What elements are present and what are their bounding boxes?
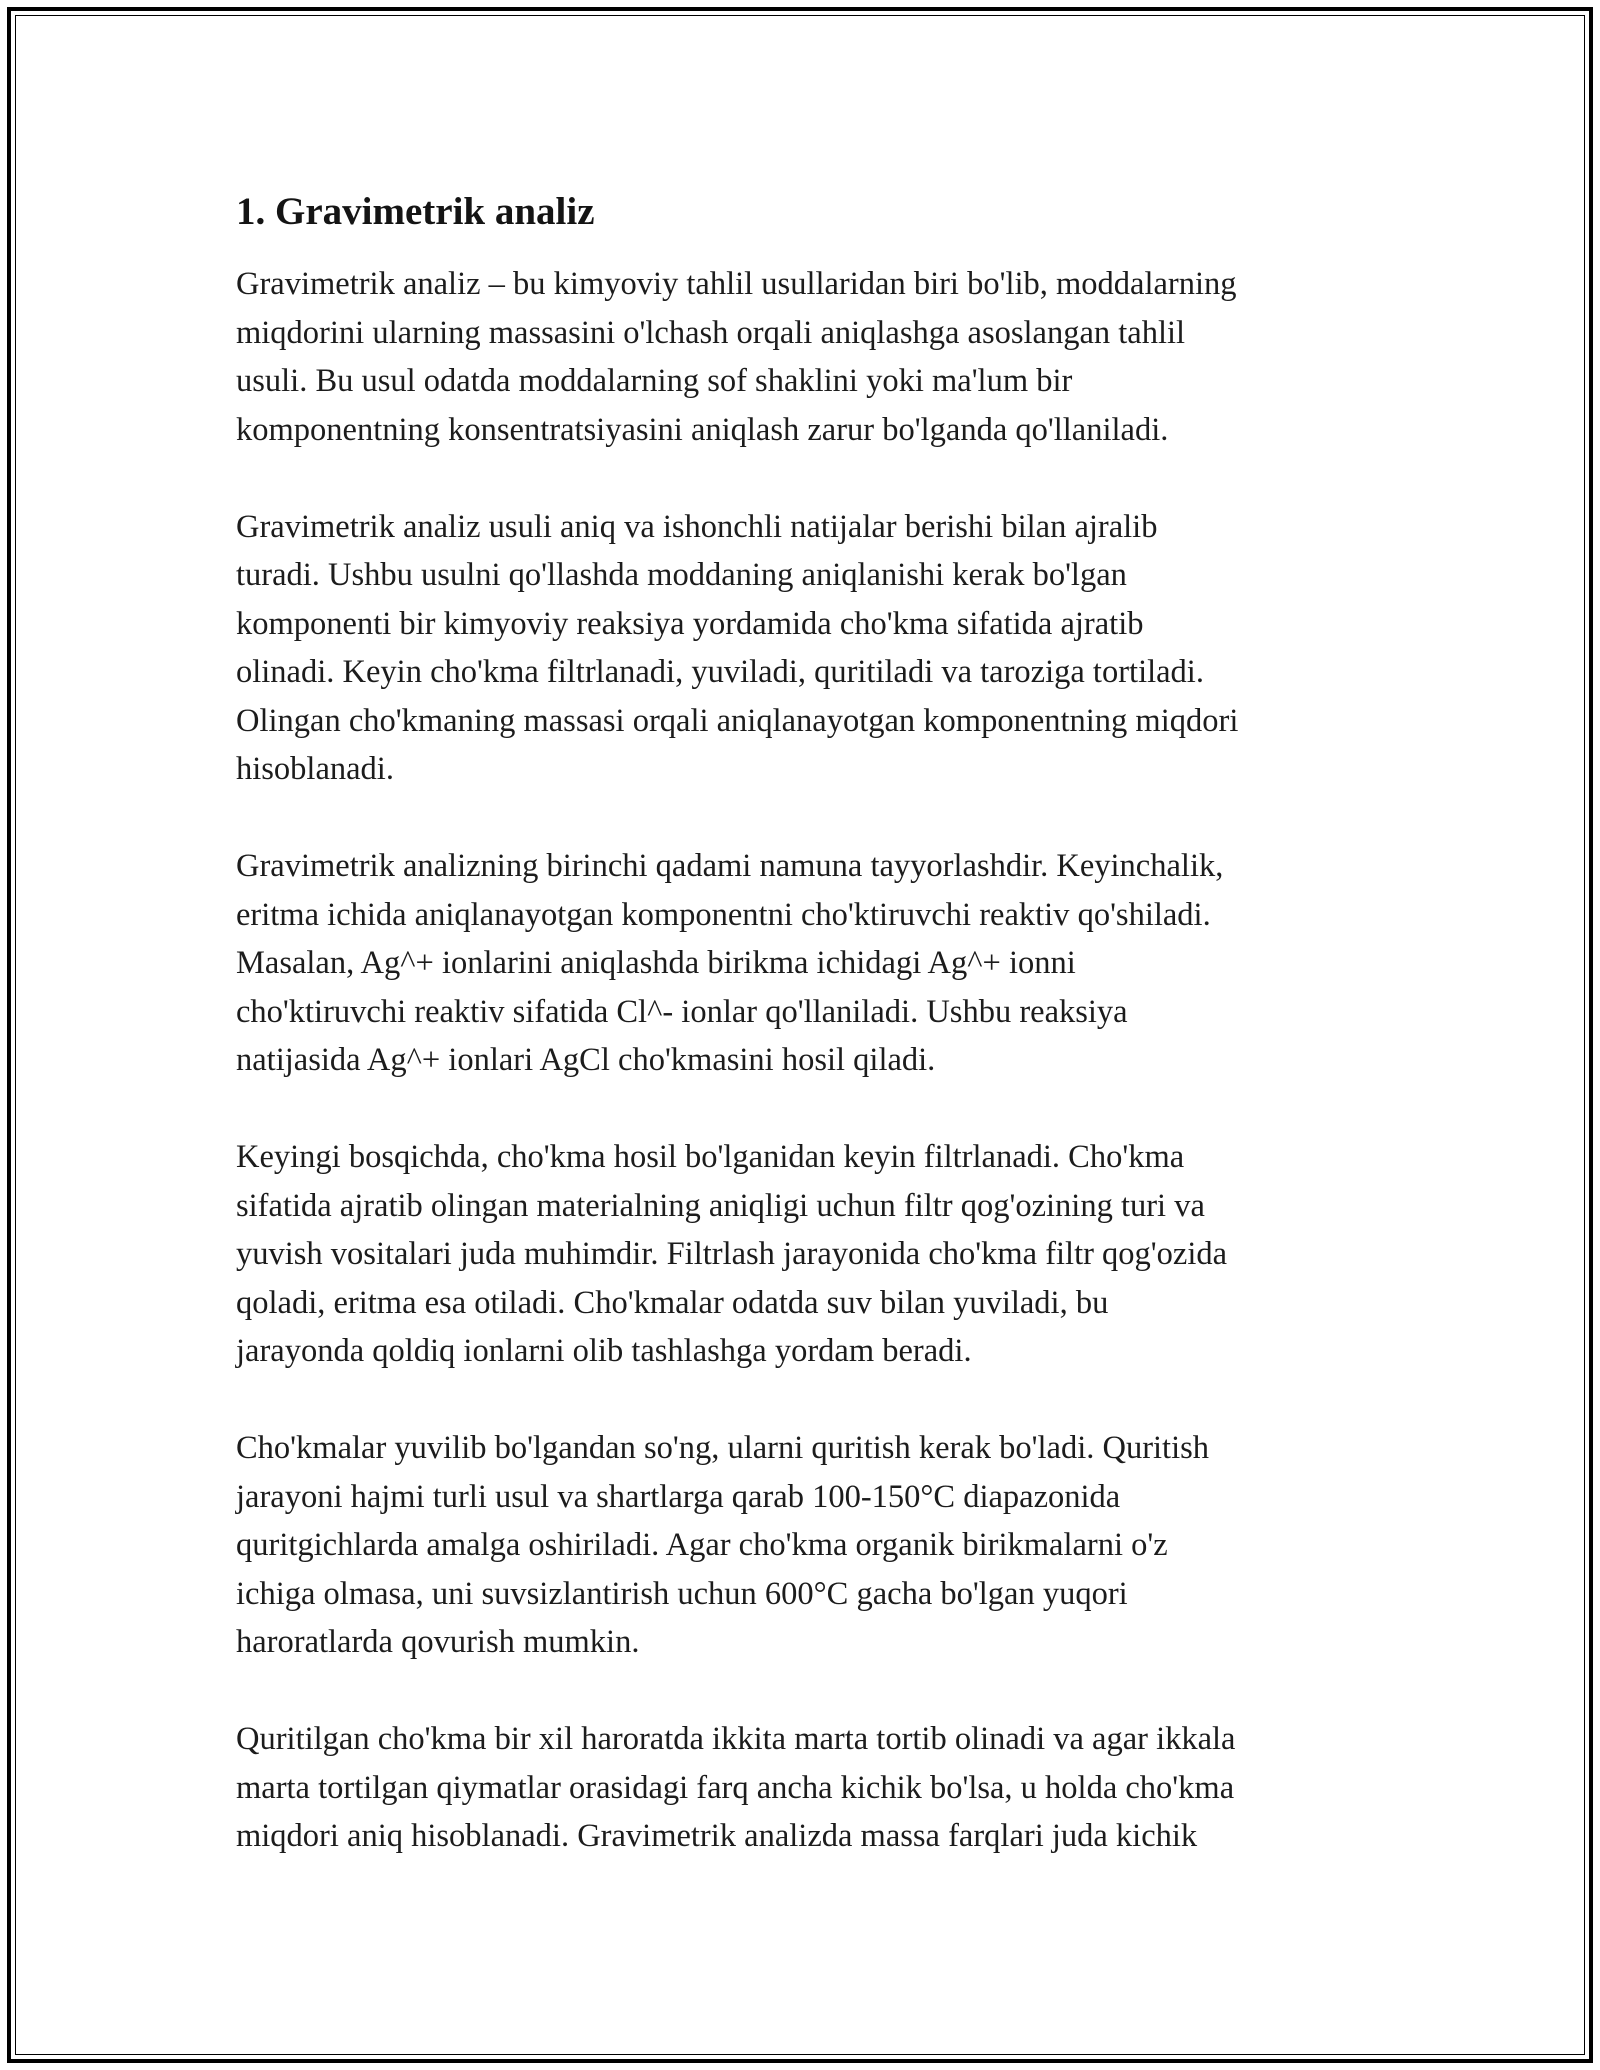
section-heading: 1. Gravimetrik analiz — [236, 190, 595, 233]
document-body — [236, 184, 1396, 1909]
paragraph-6: Quritilgan cho'kma bir xil haroratda ikkita marta tortib olinadi va agar ikkala marta tortilgan qiymatlar orasidagi farq ancha kichik bo'lsa, u holda cho'kma miqdori aniq hisoblanadi. Gravimetrik analizda massa farqlari juda kichik — [236, 1721, 1236, 1854]
paragraph-5: Cho'kmalar yuvilib bo'lgandan so'ng, ularni quritish kerak bo'ladi. Quritish jarayoni hajmi turli usul va shartlarga qarab 100-150°C diapazonida quritgichlarda amalga oshiriladi. Agar cho'kma organik birikmalarni o'z ichiga olmasa, uni suvsizlantirish uchun 600°C gacha bo'lgan yuqori haroratlarda qovurish mumkin. — [236, 1430, 1210, 1660]
paragraph-2: Gravimetrik analiz usuli aniq va ishonchli natijalar berishi bilan ajralib turadi. Ushbu usulni qo'llashda moddaning aniqlanishi kerak bo'lgan komponenti bir kimyoviy reaksiya yordamida cho'kma sifatida ajratib olinadi. Keyin cho'kma filtrlanadi, yuviladi, quritiladi va taroziga tortiladi. Olingan cho'kmaning massasi orqali aniqlanayotgan komponentning miqdori hisoblanadi. — [236, 508, 1239, 787]
paragraph-3: Gravimetrik analizning birinchi qadami namuna tayyorlashdir. Keyinchalik, eritma ichida aniqlanayotgan komponentni cho'ktiruvchi reaktiv qo'shiladi. Masalan, Ag^+ ionlarini aniqlashda birikma ichidagi Ag^+ ionni cho'ktiruvchi reaktiv sifatida Cl^- ionlar qo'llaniladi. Ushbu reaksiya natijasida Ag^+ ionlari AgCl cho'kmasini hosil qiladi. — [236, 848, 1224, 1078]
paragraph-1: Gravimetrik analiz – bu kimyoviy tahlil usullaridan biri bo'lib, moddalarning miqdorini ularning massasini o'lchash orqali aniqlashga asoslangan tahlil usuli. Bu usul odatda moddalarning sof shaklini yoki ma'lum bir komponentning konsentratsiyasini aniqlash zarur bo'lganda qo'llaniladi. — [236, 266, 1237, 448]
paragraph-4: Keyingi bosqichda, cho'kma hosil bo'lganidan keyin filtrlanadi. Cho'kma sifatida ajratib olingan materialning aniqligi uchun filtr qog'ozining turi va yuvish vositalari juda muhimdir. Filtrlash jarayonida cho'kma filtr qog'ozida qoladi, eritma esa otiladi. Cho'kmalar odatda suv bilan yuviladi, bu jarayonda qoldiq ionlarni olib tashlashga yordam beradi. — [236, 1139, 1228, 1369]
